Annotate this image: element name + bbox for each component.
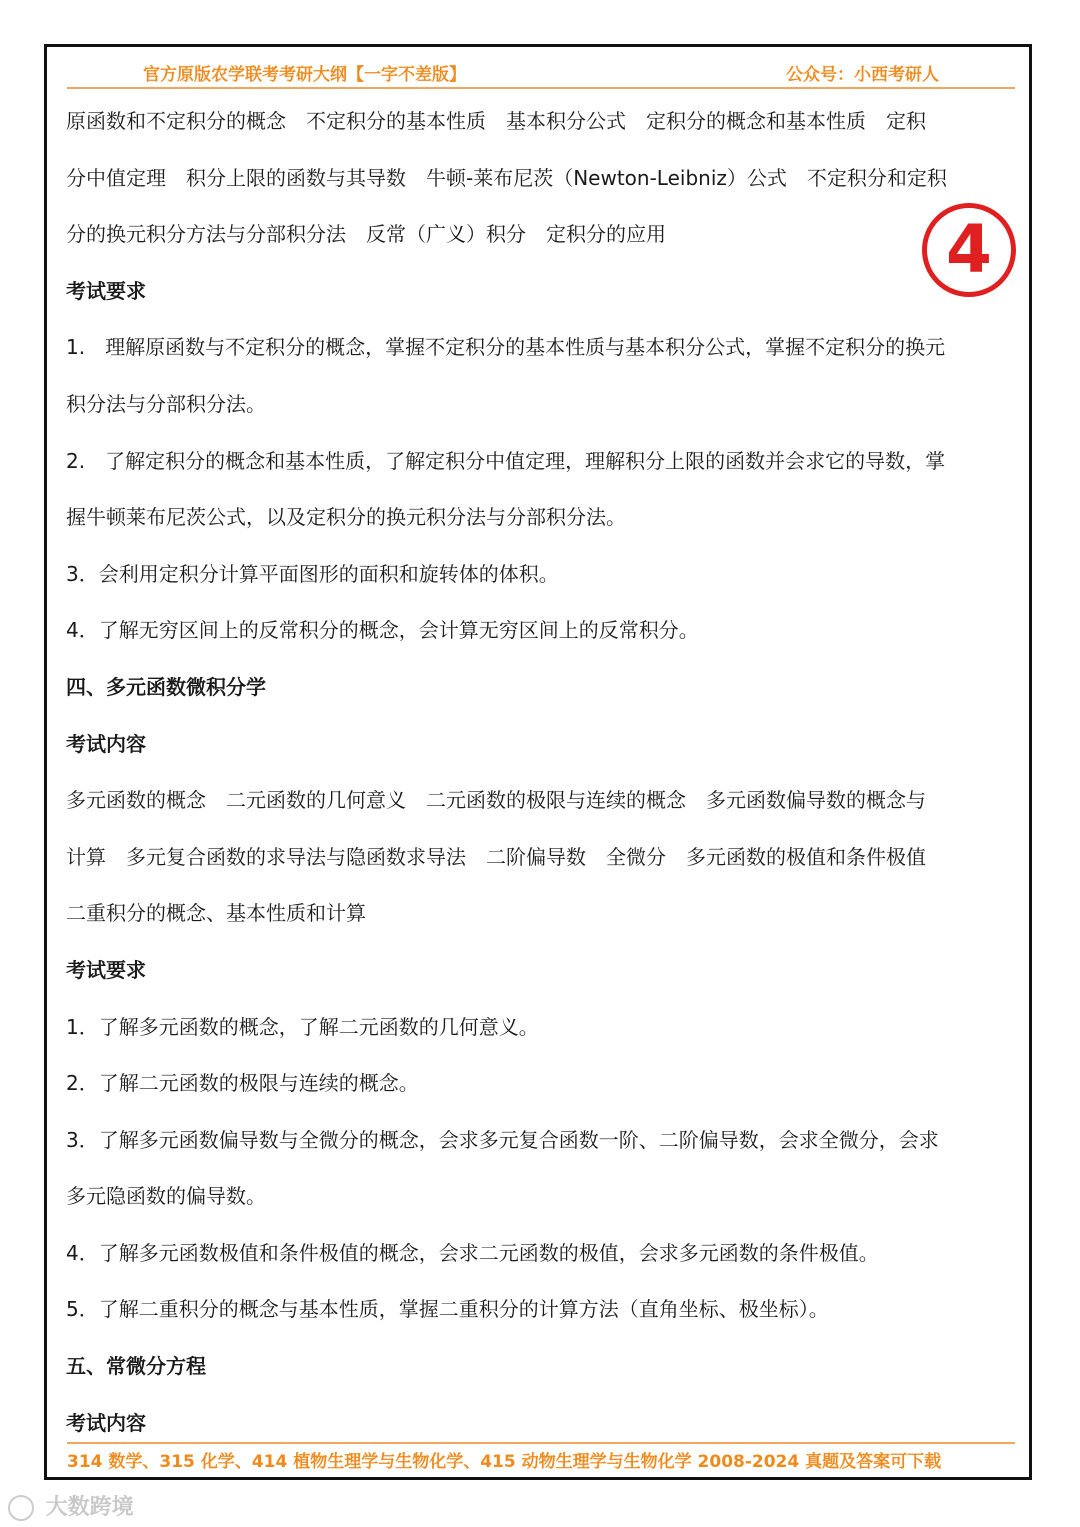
text-line: 二重积分的概念、基本性质和计算: [66, 901, 366, 926]
text-line: 分中值定理 积分上限的函数与其导数 牛顿-莱布尼茨（Newton-Leibniz）公式 不定积分和定积: [66, 165, 947, 190]
text-line: 5．了解二重积分的概念与基本性质，掌握二重积分的计算方法（直角坐标、极坐标）。: [66, 1297, 829, 1322]
document-body: [66, 93, 1016, 1451]
watermark-text: 大数跨境: [45, 1495, 134, 1520]
section-heading: 考试要求: [66, 278, 146, 303]
watermark-logo-icon: [8, 1495, 34, 1521]
text-line: 2．了解二元函数的极限与连续的概念。: [66, 1071, 419, 1096]
section-heading: 考试内容: [66, 731, 146, 756]
page-frame: [44, 44, 1032, 1480]
text-line: 计算 多元复合函数的求导法与隐函数求导法 二阶偏导数 全微分 多元函数的极值和条件极值: [66, 844, 926, 869]
page-footer: 314 数学、315 化学、414 植物生理学与生物化学、415 动物生理学与生物化学 2008-2024 真题及答案可下载: [67, 1442, 1015, 1472]
text-line: 多元隐函数的偏导数。: [66, 1184, 266, 1209]
section-heading: 五、常微分方程: [66, 1354, 206, 1379]
section-heading: 考试内容: [66, 1410, 146, 1435]
text-line: 3．了解多元函数偏导数与全微分的概念，会求多元复合函数一阶、二阶偏导数，会求全微分，会求: [66, 1127, 939, 1152]
text-line: 4．了解多元函数极值和条件极值的概念，会求二元函数的极值，会求多元函数的条件极值。: [66, 1240, 879, 1265]
text-line: 3．会利用定积分计算平面图形的面积和旋转体的体积。: [66, 561, 559, 586]
text-line: 分的换元积分方法与分部积分法 反常（广义）积分 定积分的应用: [66, 222, 666, 247]
text-line: 原函数和不定积分的概念 不定积分的基本性质 基本积分公式 定积分的概念和基本性质 定积: [66, 109, 926, 133]
page-header: [67, 57, 1015, 89]
text-line: 积分法与分部积分法。: [66, 391, 266, 416]
text-line: 4．了解无穷区间上的反常积分的概念，会计算无穷区间上的反常积分。: [66, 618, 699, 643]
text-line: 握牛顿莱布尼茨公式，以及定积分的换元积分法与分部积分法。: [66, 505, 626, 530]
text-line: 1. 理解原函数与不定积分的概念，掌握不定积分的基本性质与基本积分公式，掌握不定积分的换元: [66, 335, 946, 360]
header-account: 公众号：小西考研人: [786, 65, 939, 85]
text-line: 多元函数的概念 二元函数的几何意义 二元函数的极限与连续的概念 多元函数偏导数的概念与: [66, 788, 926, 813]
circled-number-badge: 4: [922, 203, 1016, 297]
text-line: 1．了解多元函数的概念，了解二元函数的几何意义。: [66, 1014, 539, 1039]
text-line: 2. 了解定积分的概念和基本性质，了解定积分中值定理，理解积分上限的函数并会求它的导数，掌: [66, 448, 946, 473]
section-heading: 考试要求: [66, 957, 146, 982]
header-title: 官方原版农学联考考研大纲【一字不差版】: [143, 65, 466, 85]
section-heading: 四、多元函数微积分学: [66, 674, 266, 699]
watermark: [8, 1490, 134, 1521]
